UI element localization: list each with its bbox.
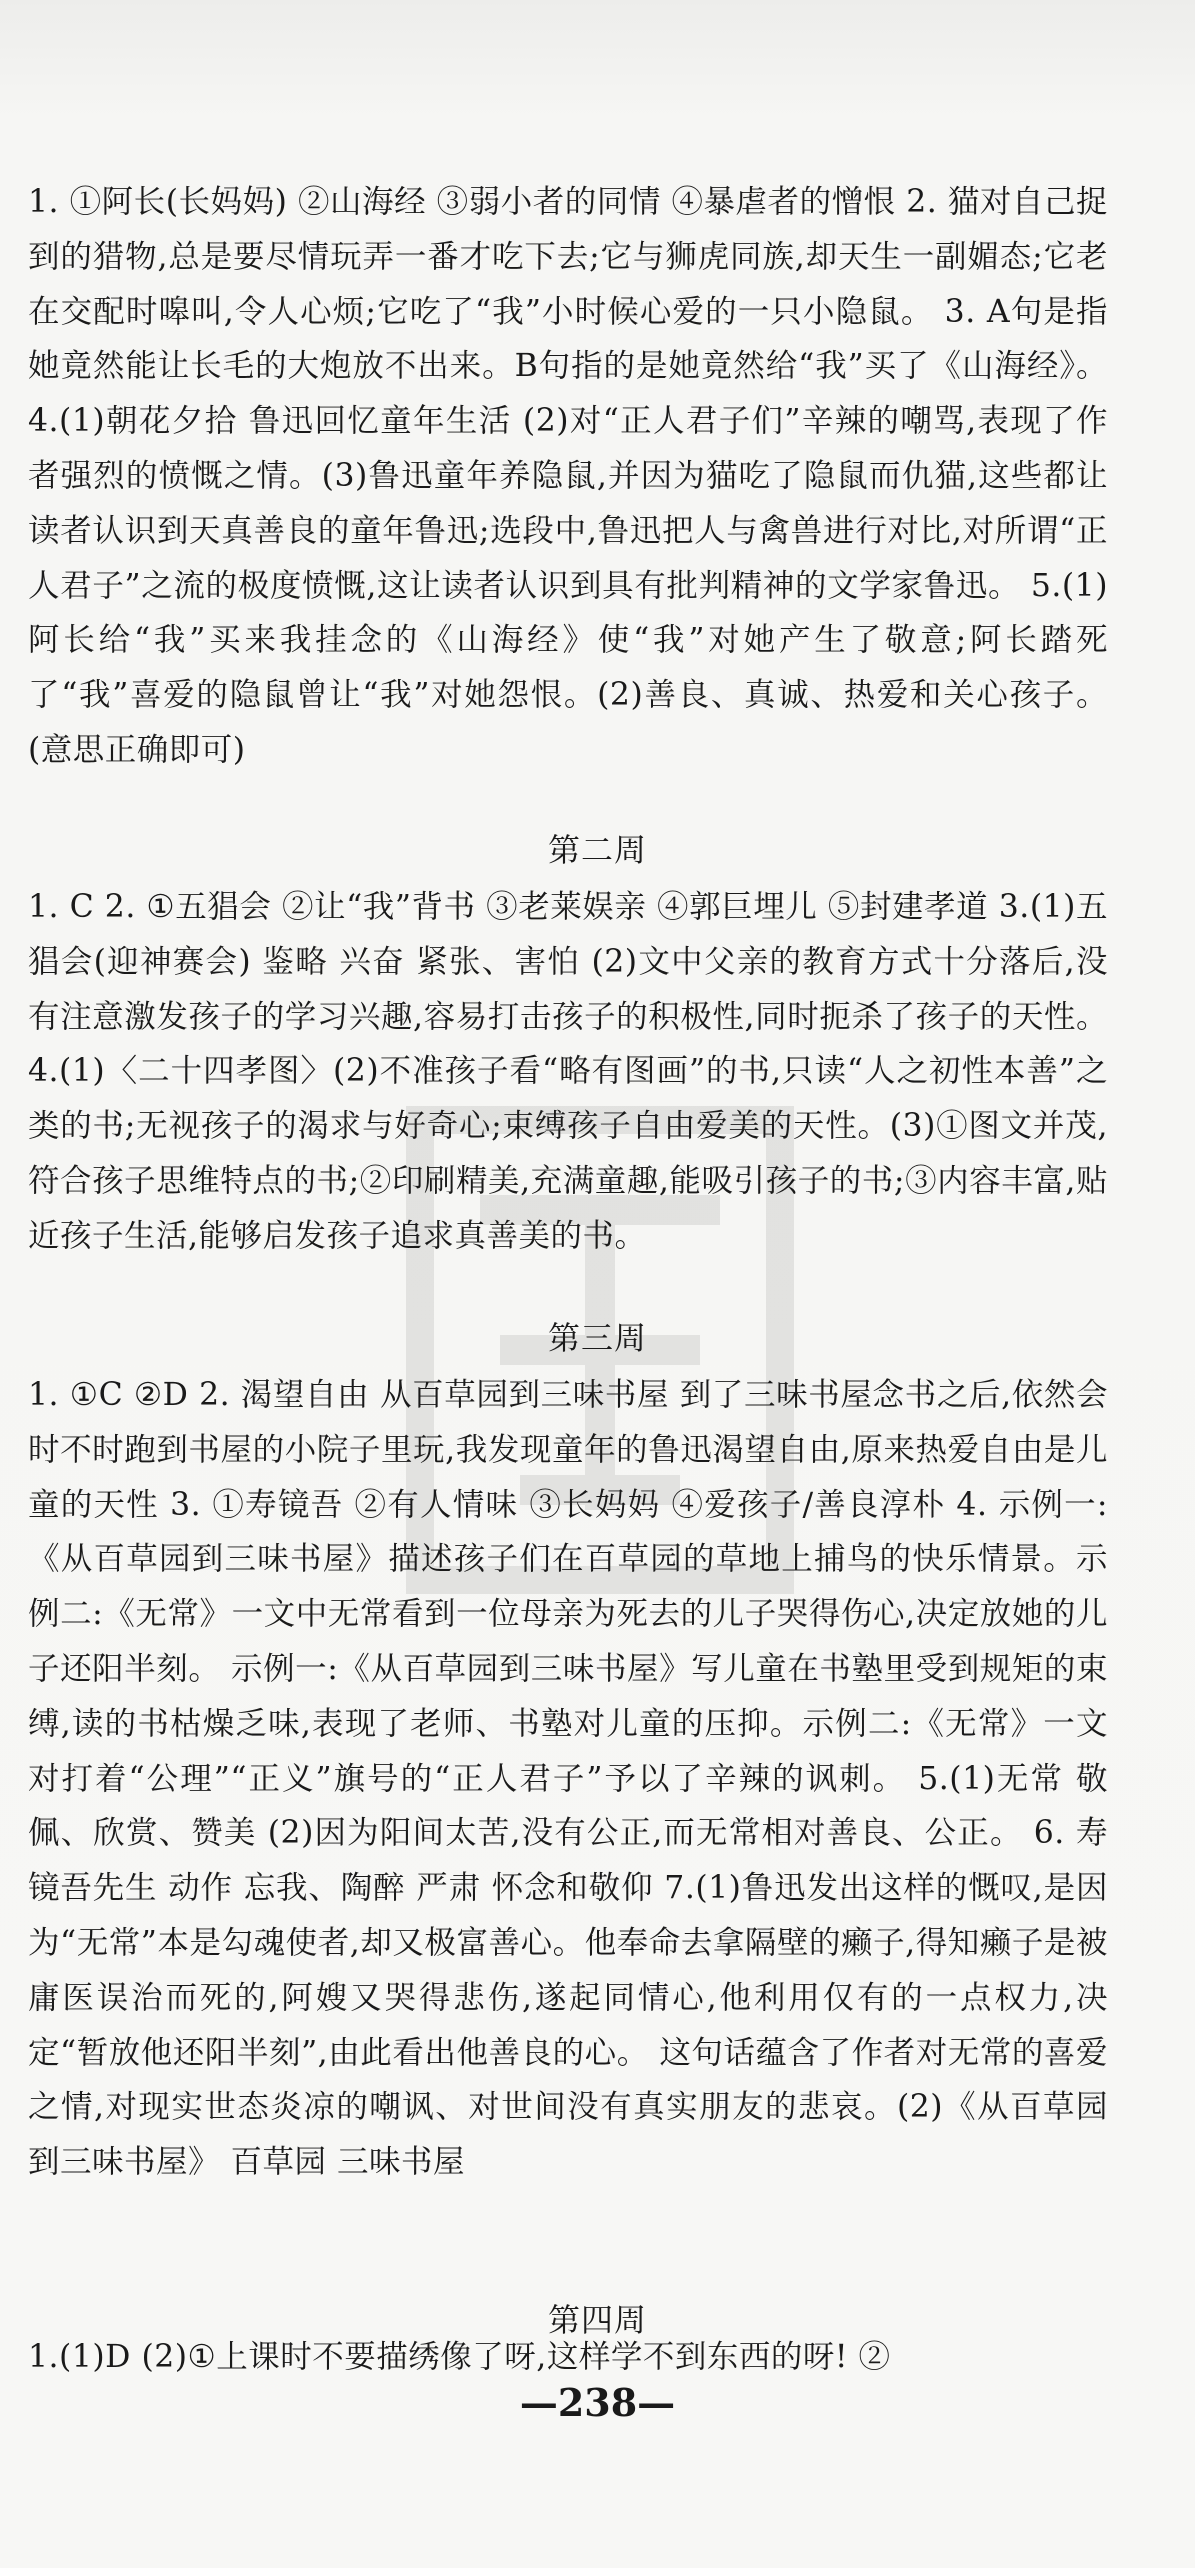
week-four-answers: 1.(1)D (2)①上课时不要描绣像了呀,这样学不到东西的呀! ②	[28, 2339, 891, 2375]
week-two-heading: 第二周	[547, 831, 647, 869]
week-three-heading: 第三周	[547, 1319, 647, 1357]
week-three-answers: 1. ①C ②D 2. 渴望自由 从百草园到三味书屋 到了三味书屋念书之后,依然会时不时跑到书屋的小院子里玩,我发现童年的鲁迅渴望自由,原来热爱自由是儿童的天性 3. ①寿镜吾 ②有人情味 ③长妈妈 ④爱孩子/善良淳朴 4. 示例一:《从百草园到三味书屋》描述孩子们在百草园的草地上捕鸟的快乐情景。示例二:《无常》一文中无常看到一位母亲为死去的儿子哭得伤心,决定放她的儿子还阳半刻。 示例一:《从百草园到三味书屋》写儿童在书塾里受到规矩的束缚,读的书枯燥乏味,表现了老师、书塾对儿童的压抑。示例二:《无常》一文对打着“公理”“正义”旗号的“正人君子”予以了辛辣的讽刺。 5.(1)无常 敬佩、欣赏、赞美 (2)因为阳间太苦,没有公正,而无常相对善良、公正。 6. 寿镜吾先生 动作 忘我、陶醉 严肃 怀念和敬仰 7.(1)鲁迅发出这样的慨叹,是因为“无常”本是勾魂使者,却又极富善心。他奉命去拿隔壁的癞子,得知癞子是被庸医误治而死的,阿嫂又哭得悲伤,遂起同情心,他利用仅有的一点权力,决定“暂放他还阳半刻”,由此看出他善良的心。 这句话蕴含了作者对无常的喜爱之情,对现实世态炎凉的嘲讽、对世间没有真实朋友的悲哀。(2)《从百草园到三味书屋》 百草园 三味书屋	[28, 1377, 1108, 2181]
week-two-answers: 1. C 2. ①五猖会 ②让“我”背书 ③老莱娱亲 ④郭巨埋儿 ⑤封建孝道 3.(1)五猖会(迎神赛会) 鉴略 兴奋 紧张、害怕 (2)文中父亲的教育方式十分落后,没有注意激发孩子的学习兴趣,容易打击孩子的积极性,同时扼杀了孩子的天性。 4.(1)〈二十四孝图〉(2)不准孩子看“略有图画”的书,只读“人之初性本善”之类的书;无视孩子的渴求与好奇心;束缚孩子自由爱美的天性。(3)①图文并茂,符合孩子思维特点的书;②印刷精美,充满童趣,能吸引孩子的书;③内容丰富,贴近孩子生活,能够启发孩子追求真善美的书。	[28, 889, 1119, 1254]
page-number: —238—	[519, 2380, 676, 2425]
week-four-heading: 第四周	[547, 2301, 647, 2339]
week-one-answers: 1. ①阿长(长妈妈) ②山海经 ③弱小者的同情 ④暴虐者的憎恨 2. 猫对自己捉到的猎物,总是要尽情玩弄一番才吃下去;它与狮虎同族,却天生一副媚态;它老在交配时嗥叫,令人心烦;它吃了“我”小时候心爱的一只小隐鼠。 3. A句是指她竟然能让长毛的大炮放不出来。B句指的是她竟然给“我”买了《山海经》。 4.(1)朝花夕拾 鲁迅回忆童年生活 (2)对“正人君子们”辛辣的嘲骂,表现了作者强烈的愤慨之情。(3)鲁迅童年养隐鼠,并因为猫吃了隐鼠而仇猫,这些都让读者认识到天真善良的童年鲁迅;选段中,鲁迅把人与禽兽进行对比,对所谓“正人君子”之流的极度愤慨,这让读者认识到具有批判精神的文学家鲁迅。 5.(1)阿长给“我”买来我挂念的《山海经》使“我”对她产生了敬意;阿长踏死了“我”喜爱的隐鼠曾让“我”对她怨恨。(2)善良、真诚、热爱和关心孩子。(意思正确即可)	[28, 184, 1119, 768]
